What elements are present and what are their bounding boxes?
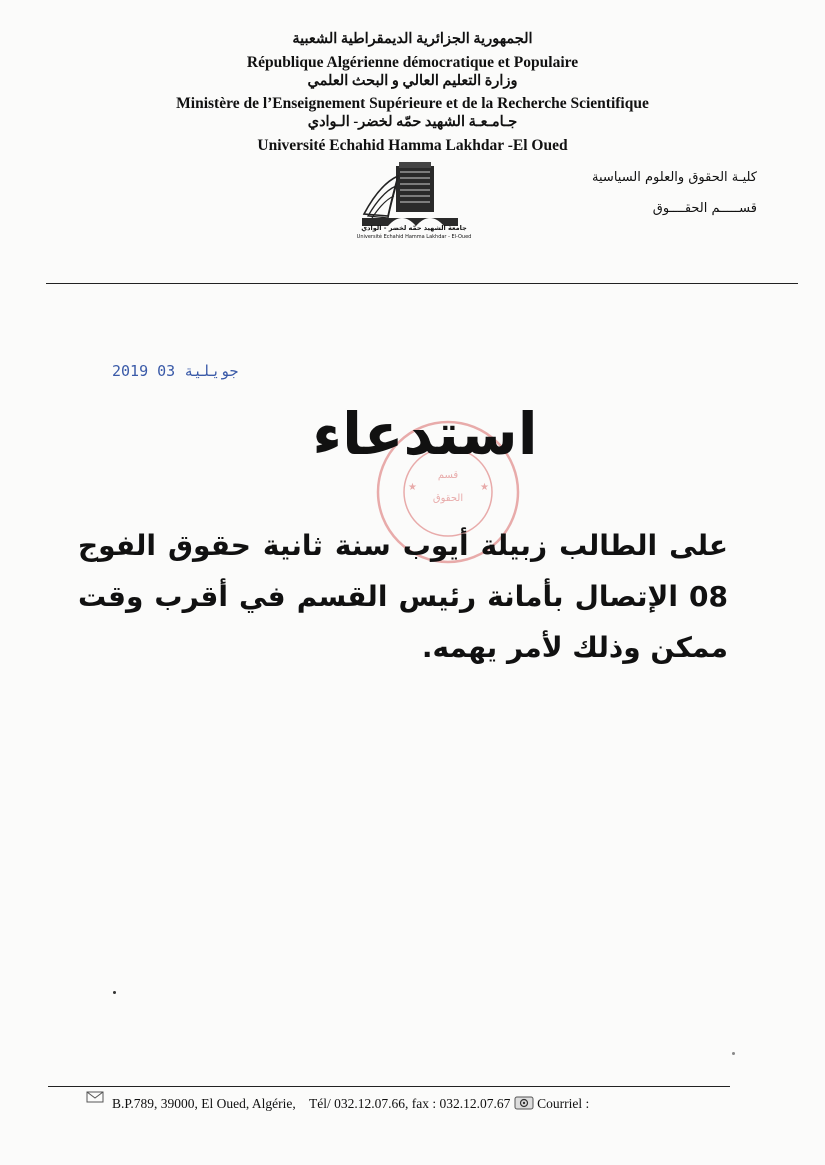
header-ar-ministry: وزارة التعليم العالي و البحث العلمي	[307, 73, 518, 89]
stray-dot	[732, 1052, 735, 1055]
document-title: استدعاء	[312, 400, 538, 468]
logo-ar-caption: جامعة الشهيد حمّه لخضر - الوادي	[361, 224, 467, 232]
footer-divider	[48, 1086, 730, 1087]
date-stamp: 2019 جويلية 03	[112, 362, 239, 380]
svg-text:★: ★	[480, 482, 489, 493]
email-icon	[514, 1096, 534, 1114]
footer-email-label: Courriel :	[537, 1096, 590, 1112]
header-ar-republic: الجمهورية الجزائرية الديمقراطية الشعبية	[292, 31, 533, 47]
svg-text:★: ★	[408, 482, 417, 493]
footer-phone-fax: Tél/ 032.12.07.66, fax : 032.12.07.67	[309, 1096, 511, 1112]
mail-icon	[86, 1089, 104, 1108]
university-logo	[358, 158, 470, 250]
department-name: قســـــم الحقــــوق	[652, 201, 757, 216]
header-fr-ministry: Ministère de l’Enseignement Supérieure et de la Recherche Scientifique	[176, 95, 649, 112]
stray-dot	[113, 991, 116, 994]
header-fr-university: Université Echahid Hamma Lakhdar -El Oued	[257, 137, 568, 154]
footer-line	[112, 1096, 589, 1114]
logo-fr-caption: Université Echahid Hamma Lakhdar - El-Oued	[356, 234, 472, 240]
header-fr-republic: République Algérienne démocratique et Populaire	[246, 54, 579, 71]
university-logo-icon	[358, 158, 470, 230]
seal-line1: قسم	[437, 470, 459, 481]
seal-line2: الحقوق	[432, 493, 464, 504]
faculty-name: كليـة الحقوق والعلوم السياسية	[592, 170, 757, 185]
header-ar-university: جـامـعـة الشهيد حمّه لخضر- الـوادي	[307, 114, 518, 130]
header-divider	[46, 283, 798, 284]
summons-body: على الطالب زبيلة أيوب سنة ثانية حقوق الفوج 08 الإتصال بأمانة رئيس القسم في أقرب وقت ممكن وذلك لأمر يهمه.	[78, 529, 728, 664]
footer-address: B.P.789, 39000, El Oued, Algérie,	[112, 1096, 296, 1112]
